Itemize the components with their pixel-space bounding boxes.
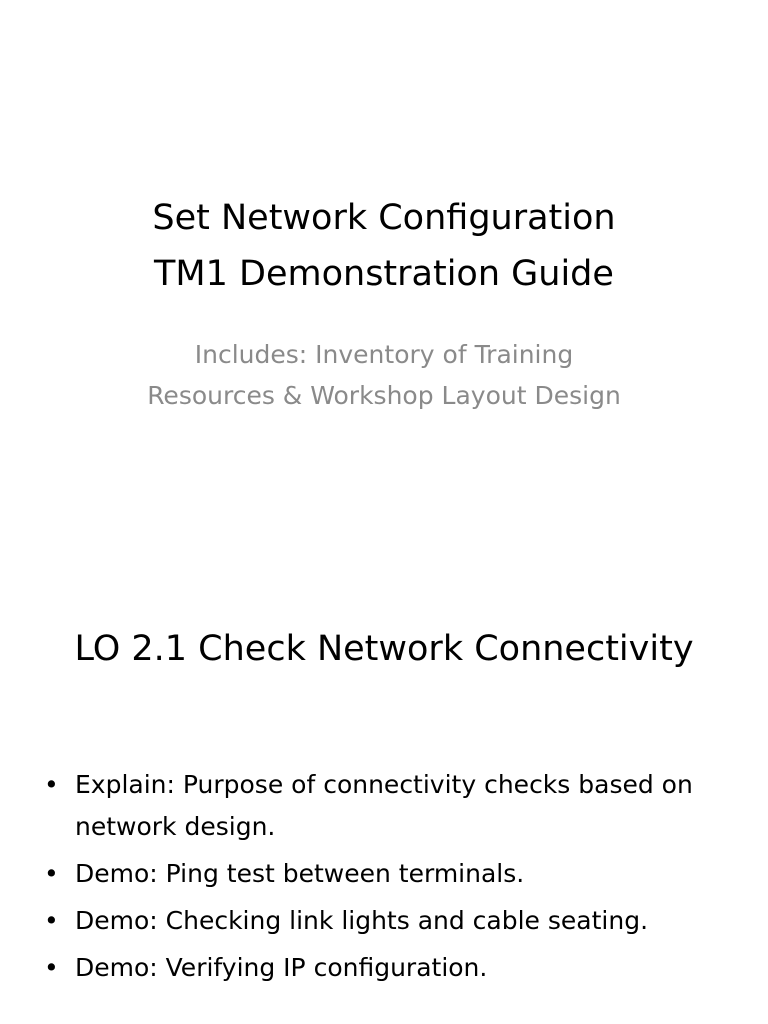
presentation-title (0, 190, 768, 302)
presentation-subtitle (0, 334, 768, 416)
subtitle-line-1: Includes: Inventory of Training (194, 340, 574, 369)
subtitle-line-2: Resources & Workshop Layout Design (147, 381, 621, 410)
content-slide (0, 512, 768, 1024)
bullet-dot-icon: • (44, 953, 59, 982)
bullet-list (44, 764, 724, 994)
bullet-dot-icon: • (44, 859, 59, 888)
bullet-item (44, 947, 724, 989)
title-line-2: TM1 Demonstration Guide (154, 254, 614, 294)
bullet-text: Explain: Purpose of connectivity checks based on network design. (75, 770, 693, 841)
title-line-1: Set Network Configuration (152, 198, 616, 238)
bullet-dot-icon: • (44, 906, 59, 935)
bullet-text: Demo: Ping test between terminals. (75, 859, 525, 888)
bullet-item (44, 900, 724, 942)
bullet-dot-icon: • (44, 770, 59, 799)
bullet-text: Demo: Checking link lights and cable seating. (75, 906, 649, 935)
bullet-text: Demo: Verifying IP configuration. (75, 953, 488, 982)
bullet-item (44, 853, 724, 895)
bullet-item (44, 764, 724, 848)
slide-title: LO 2.1 Check Network Connectivity (74, 629, 694, 669)
